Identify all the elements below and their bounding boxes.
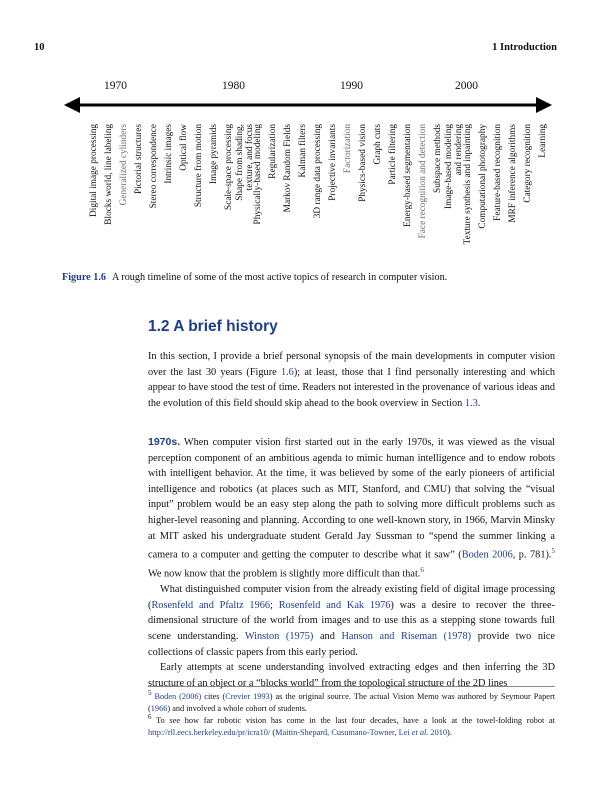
timeline-topic [464,124,478,264]
timeline-topic [539,124,553,264]
timeline-topic-label: Projective invariants [328,124,339,201]
text: We now know that the problem is slightly more difficult than that. [148,568,421,580]
timeline-topic [105,124,119,264]
timeline-topic [120,124,134,264]
timeline-topic-label: Image pyramids [208,124,219,185]
chapter-header: 1 Introduction [492,42,557,53]
text: ); at least, those that I find personally interesting and which appear to have stood the test of time. Readers not interested in the provenance of various ideas and the evolution of this field should skip ahead to the book overview in Section [148,366,555,409]
run-in-heading: 1970s. [148,436,181,448]
timeline-topic-label: Category recognition [522,124,533,203]
text: ; [270,599,279,611]
timeline-topic-label: Physics-based vision [358,124,369,202]
section-link[interactable]: 1.3 [464,397,478,409]
timeline-topic [509,124,523,264]
timeline-topic [135,124,149,264]
timeline-topic-label: Optical flow [178,124,189,171]
timeline-topic-label: Structure from motion [193,124,204,208]
figure-caption-text: A rough timeline of some of the most active topics of research in computer vision. [111,272,448,283]
timeline-topic [404,124,418,264]
citation-link[interactable]: 1966 [150,703,168,713]
citation-link[interactable]: Hanson and Riseman (1978) [341,630,472,642]
timeline-topic-label: Regularization [268,124,279,179]
timeline-topic [443,124,464,264]
timeline-topic-label: Texture synthesis and inpainting [462,124,473,245]
footnote-number: 5 [148,689,152,697]
year-label-1980: 1980 [222,80,245,92]
timeline-topic [165,124,179,264]
timeline-arrow [0,0,614,140]
timeline-topic-label: Pictorial structures [133,124,144,194]
timeline-topic-label: Factorization [343,124,354,174]
figure-label: Figure 1.6 [62,272,106,283]
text: . [477,397,481,409]
text: ). [447,727,452,737]
citation-link[interactable]: Rosenfeld and Pfaltz 1966 [151,599,271,611]
text: et al. [411,727,429,737]
text: Maitin-Shepard, Cusumano-Towner, Lei [275,727,412,737]
timeline-topic-label: MRF inference algorithms [507,124,518,223]
paragraph-1970s [148,435,555,582]
body-1970s [148,435,555,691]
timeline-topic [524,124,538,264]
text: In this section, I provide a brief personal synopsis of the main developments in computer vision over the last 30 years (Figure [148,351,555,378]
timeline-topic [284,124,298,264]
paragraph-distinguish [148,582,555,660]
text: When computer vision first started out in the early 1970s, it was viewed as the visual perception component of an ambitious agenda to mimic human intelligence and to endow robots with intelligent behavior. At the time, it was believed by some of the early pioneers of artificial intelligence and robotics (at places such as MIT, Stanford, and CMU) that solving the “visual input” problem would be an easy step along the path to solving more difficult problems such as higher-level reasoning and planning. According to one well-known story, in 1966, Marvin Minsky at MIT asked his undergraduate student Gerald Jay Sussman to “spend the summer linking a camera to a computer and getting the computer to describe what it saw” ( [148,437,555,561]
text: What distinguished computer vision from the already existing field of digital image processing ( [148,584,555,611]
timeline-topic [344,124,358,264]
citation-link[interactable]: Crevier 1993 [225,691,270,701]
timeline-topic-label: Feature-based recognition [492,124,503,221]
timeline-topic [150,124,164,264]
timeline-topic [234,124,255,264]
footnote-6 [148,712,555,738]
citation-link[interactable]: Boden 2006 [461,549,513,561]
citation-link[interactable]: Boden (2006) [154,691,202,701]
timeline-topic [359,124,373,264]
timeline-topic-label: Particle filtering [388,124,398,185]
timeline-topic [269,124,283,264]
citation-link[interactable] [275,728,447,737]
page-number: 10 [34,42,45,53]
paragraph-early-attempts: Early attempts at scene understanding involved extracting edges and then inferring the 3D structure of an object or a “blocks world” from the topological structure of the 2D lines [148,662,555,689]
footnote-number: 6 [148,713,152,721]
timeline-topic-label: Image-based modeling and rendering [443,124,464,209]
timeline-topic-label: Intrinsic images [163,124,174,184]
timeline-topic [195,124,209,264]
footnote-ref[interactable]: 5 [551,547,555,556]
timeline-topic [329,124,343,264]
timeline-topic-label: Graph cuts [373,124,384,165]
figure-caption [62,272,447,283]
timeline-topic-label: Stereo correspondence [148,124,159,209]
url-link[interactable]: http://rll.eecs.berkeley.edu/pr/icra10/ [148,727,271,737]
timeline-topic-label: Markov Random Fields [283,124,294,213]
text: ) as the original source. The actual Vision Memo was authored by Seymour Papert ( [148,691,556,713]
timeline-topic-label: Generalized cylinders [118,124,129,206]
timeline-topic [180,124,194,264]
timeline-topic [314,124,328,264]
timeline-topic-label: Digital image processing [89,124,99,217]
text: ) was a desire to recover the three-dimensional structure of the world from images and to use this as a stepping stone towards full scene understanding. [148,599,555,642]
year-label-2000: 2000 [455,80,478,92]
timeline-topic-label: Face recognition and detection [417,124,428,239]
figure-link[interactable]: 1.6 [280,366,294,378]
intro-paragraph [148,349,555,411]
text: cites ( [201,691,226,701]
timeline-topic [374,124,388,264]
timeline-topic-label: Scale-space processing [223,124,234,210]
footnote-ref[interactable]: 6 [420,566,424,575]
timeline-topic [389,124,403,264]
timeline-topic [494,124,508,264]
text: ( [270,727,276,737]
text: and [313,630,342,642]
timeline-topic [210,124,224,264]
timeline-topic-label: Blocks world, line labeling [103,124,114,225]
text: provide two nice collections of classic papers from this early period. [148,630,555,658]
timeline-topic-label: Shape from shading, texture, and focus [234,124,255,201]
timeline-topic-label: Learning [537,124,548,158]
text: , p. 781). [512,549,552,561]
section-title: 1.2 A brief history [148,318,278,335]
timeline-topic-label: Energy-based segmentation [402,124,413,227]
timeline-topic [254,124,268,264]
footnote-5 [148,688,555,714]
citation-link[interactable]: Winston (1975) [244,630,314,642]
text: ) and involved a whole cohort of students. [167,703,307,713]
timeline-topic [479,124,493,264]
timeline-topic-label: 3D range data processing [313,124,324,219]
timeline-topic-label: Computational photography [477,124,488,229]
timeline-topic-label: Physically-based modeling [253,124,264,225]
timeline-topic [299,124,313,264]
timeline-topic-label: Kalman filters [298,124,309,178]
text: To see how far robotic vision has come in the last four decades, have a look at the towel-folding robot at [156,715,555,725]
timeline-topic [90,124,104,264]
year-label-1990: 1990 [340,80,363,92]
citation-link[interactable]: Rosenfeld and Kak 1976 [278,599,391,611]
timeline-topic [419,124,433,264]
timeline-topic-label: Subspace methods [432,124,443,193]
text: 2010 [428,727,448,737]
footnote-rule [148,686,555,687]
year-label-1970: 1970 [104,80,127,92]
